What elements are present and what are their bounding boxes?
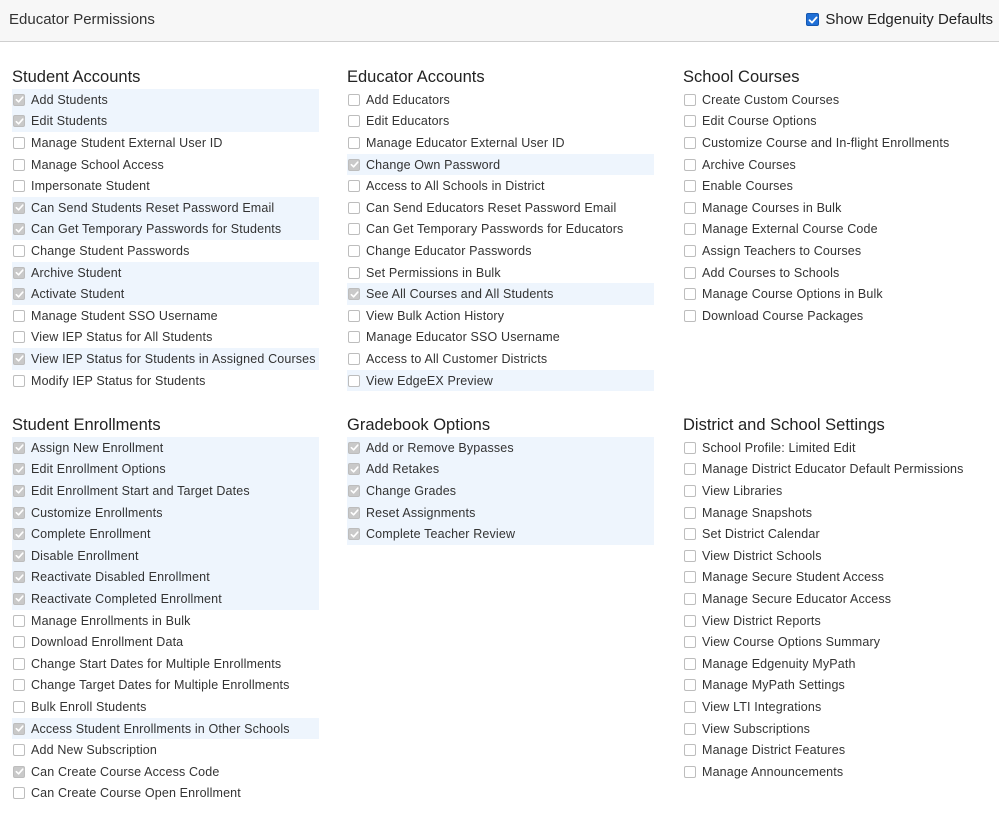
permission-checkbox[interactable] [348,375,360,387]
permission-item[interactable] [347,132,654,154]
checkmark-icon [15,724,24,733]
permission-item[interactable] [683,523,990,545]
permission-label: Manage External Course Code [702,222,878,237]
permission-label: Customize Enrollments [31,505,163,520]
permission-label: Edit Course Options [702,114,817,129]
permission-label: Manage Enrollments in Bulk [31,613,191,628]
permission-checkbox[interactable] [13,442,25,454]
permission-label: View IEP Status for All Students [31,330,213,345]
permission-list [347,89,654,391]
permission-label: Change Student Passwords [31,243,190,258]
permission-item[interactable] [12,111,319,133]
permission-label: Manage School Access [31,157,164,172]
permission-label: Download Course Packages [702,308,864,323]
permission-checkbox[interactable] [684,115,696,127]
permission-label: Manage Courses in Bulk [702,200,842,215]
permission-item[interactable] [347,262,654,284]
permission-checkbox[interactable] [348,353,360,365]
permission-item[interactable] [347,283,654,305]
permission-checkbox[interactable] [348,331,360,343]
permission-label: Access to All Schools in District [366,179,545,194]
permission-label: Disable Enrollment [31,548,139,563]
permission-label: Activate Student [31,287,125,302]
checkmark-icon [15,268,24,277]
permission-label: Manage Student SSO Username [31,308,218,323]
permission-label: Change Start Dates for Multiple Enrollments [31,656,282,671]
permission-checkbox[interactable] [684,442,696,454]
permission-checkbox[interactable] [348,180,360,192]
permission-item[interactable] [12,718,319,740]
permission-checkbox[interactable] [684,485,696,497]
permission-label: School Profile: Limited Edit [702,440,856,455]
permission-label: Manage Course Options in Bulk [702,287,883,302]
checkmark-icon [15,767,24,776]
permission-checkbox[interactable] [348,115,360,127]
permission-checkbox[interactable] [684,180,696,192]
permission-label: Change Own Password [366,157,501,172]
permission-label: Manage Secure Educator Access [702,591,892,606]
permission-checkbox[interactable] [13,353,25,365]
permission-checkbox[interactable] [13,593,25,605]
permission-label: Impersonate Student [31,179,150,194]
permission-item[interactable] [347,502,654,524]
permission-item[interactable] [683,175,990,197]
permission-item[interactable] [683,89,990,111]
checkmark-icon [15,290,24,299]
permission-checkbox[interactable] [684,159,696,171]
permission-label: Edit Enrollment Start and Target Dates [31,483,250,498]
permission-item[interactable] [347,154,654,176]
checkmark-icon [15,486,24,495]
permission-label: View District Reports [702,613,821,628]
permission-checkbox[interactable] [684,202,696,214]
permission-item[interactable] [347,219,654,241]
permission-checkbox[interactable] [13,658,25,670]
page-title: Educator Permissions [9,11,155,28]
permission-item[interactable] [12,761,319,783]
permission-checkbox[interactable] [684,528,696,540]
permission-checkbox[interactable] [684,507,696,519]
permission-item[interactable] [683,718,990,740]
permission-checkbox[interactable] [348,159,360,171]
permission-checkbox[interactable] [684,137,696,149]
checkmark-icon [350,160,359,169]
permission-checkbox[interactable] [13,550,25,562]
section-title: School Courses [683,68,800,86]
permission-item[interactable] [12,283,319,305]
permission-checkbox[interactable] [13,723,25,735]
permission-label: Can Create Course Open Enrollment [31,786,241,801]
permission-label: Add Students [31,92,108,107]
permission-item[interactable] [683,197,990,219]
permission-checkbox[interactable] [13,507,25,519]
permission-item[interactable] [683,262,990,284]
permission-item[interactable] [12,588,319,610]
permission-checkbox[interactable] [13,636,25,648]
permission-checkbox[interactable] [684,636,696,648]
checkmark-icon [350,443,359,452]
permission-label: See All Courses and All Students [366,287,554,302]
permission-label: Manage Snapshots [702,505,813,520]
permission-label: Complete Teacher Review [366,527,516,542]
checkmark-icon [15,508,24,517]
permission-item[interactable] [683,739,990,761]
permission-label: Complete Enrollment [31,527,151,542]
checkmark-icon [350,508,359,517]
permission-checkbox[interactable] [684,766,696,778]
permission-list [347,437,654,545]
permission-checkbox[interactable] [348,94,360,106]
permission-checkbox[interactable] [13,679,25,691]
permission-item[interactable] [683,111,990,133]
permission-label: Can Get Temporary Passwords for Educators [366,222,624,237]
permission-label: Manage Student External User ID [31,135,223,150]
section-student-accounts [12,65,319,391]
permission-label: Manage Educator SSO Username [366,330,560,345]
permission-label: Edit Students [31,114,108,129]
permission-item[interactable] [683,459,990,481]
permission-checkbox[interactable] [684,723,696,735]
permission-item[interactable] [12,305,319,327]
permission-label: Edit Educators [366,114,450,129]
checkmark-icon [15,551,24,560]
permission-label: Manage District Educator Default Permissions [702,462,964,477]
permission-item[interactable] [683,631,990,653]
checkmark-icon [15,354,24,363]
permission-item[interactable] [683,696,990,718]
permission-item[interactable] [347,305,654,327]
permission-label: Add Educators [366,92,450,107]
permission-checkbox[interactable] [13,787,25,799]
permission-label: Manage Educator External User ID [366,135,565,150]
permission-checkbox[interactable] [13,288,25,300]
permission-item[interactable] [12,783,319,805]
section-educator-accounts [347,65,654,391]
permission-label: Manage Announcements [702,764,844,779]
permission-checkbox[interactable] [13,159,25,171]
permission-item[interactable] [683,480,990,502]
permission-item[interactable] [683,610,990,632]
permission-item[interactable] [347,111,654,133]
permission-label: Reset Assignments [366,505,476,520]
permission-item[interactable] [12,175,319,197]
checkmark-icon [15,203,24,212]
permission-label: Bulk Enroll Students [31,699,147,714]
permission-checkbox[interactable] [684,658,696,670]
permission-item[interactable] [347,89,654,111]
permission-label: Can Send Educators Reset Password Email [366,200,617,215]
permission-item[interactable] [12,631,319,653]
permission-label: Add or Remove Bypasses [366,440,514,455]
permission-checkbox[interactable] [684,615,696,627]
section-student-enrollments [12,413,319,804]
permission-checkbox[interactable] [13,766,25,778]
permission-item[interactable] [12,502,319,524]
permission-item[interactable] [683,283,990,305]
checkmark-icon [15,443,24,452]
permission-label: Set District Calendar [702,527,820,542]
permission-item[interactable] [347,197,654,219]
permission-item[interactable] [347,459,654,481]
permission-checkbox[interactable] [348,310,360,322]
permission-item[interactable] [683,437,990,459]
permission-item[interactable] [683,132,990,154]
permission-checkbox[interactable] [13,267,25,279]
permission-checkbox[interactable] [684,94,696,106]
permission-checkbox[interactable] [13,94,25,106]
permission-checkbox[interactable] [13,223,25,235]
permission-checkbox[interactable] [684,593,696,605]
permission-label: Change Target Dates for Multiple Enrollments [31,678,290,693]
permission-item[interactable] [12,696,319,718]
section-title: Educator Accounts [347,68,485,86]
permission-item[interactable] [683,154,990,176]
permission-label: Set Permissions in Bulk [366,265,501,280]
permission-checkbox[interactable] [348,267,360,279]
permission-checkbox[interactable] [13,137,25,149]
permission-label: View EdgeEX Preview [366,373,493,388]
permission-label: Assign New Enrollment [31,440,164,455]
permission-label: View LTI Integrations [702,699,822,714]
show-defaults-checkbox[interactable] [806,13,819,26]
permission-checkbox[interactable] [13,571,25,583]
checkmark-icon [15,573,24,582]
permission-checkbox[interactable] [13,701,25,713]
checkmark-icon [350,486,359,495]
permission-list [683,437,990,783]
permission-label: View Subscriptions [702,721,811,736]
permission-label: Can Get Temporary Passwords for Students [31,222,282,237]
permission-item[interactable] [347,370,654,392]
permission-label: View Bulk Action History [366,308,505,323]
permission-label: Enable Courses [702,179,794,194]
permission-checkbox[interactable] [348,507,360,519]
permission-item[interactable] [12,327,319,349]
permission-label: Add Retakes [366,462,440,477]
permission-checkbox[interactable] [684,310,696,322]
permission-item[interactable] [12,437,319,459]
permission-checkbox[interactable] [13,180,25,192]
checkmark-icon [350,465,359,474]
permission-checkbox[interactable] [348,463,360,475]
permission-label: Modify IEP Status for Students [31,373,206,388]
permission-item[interactable] [12,154,319,176]
permission-item[interactable] [683,219,990,241]
permission-item[interactable] [12,370,319,392]
permission-checkbox[interactable] [13,375,25,387]
permission-label: Change Educator Passwords [366,243,532,258]
permission-checkbox[interactable] [13,615,25,627]
permission-item[interactable] [12,197,319,219]
permission-label: Add New Subscription [31,743,157,758]
permission-checkbox[interactable] [684,245,696,257]
permission-label: Archive Student [31,265,122,280]
permission-checkbox[interactable] [13,528,25,540]
permission-item[interactable] [683,240,990,262]
permission-label: Edit Enrollment Options [31,462,166,477]
permission-label: Customize Course and In-flight Enrollments [702,135,950,150]
permission-checkbox[interactable] [348,223,360,235]
permission-label: View District Schools [702,548,822,563]
permission-checkbox[interactable] [684,571,696,583]
permission-item[interactable] [683,761,990,783]
permission-checkbox[interactable] [13,744,25,756]
permission-item[interactable] [347,327,654,349]
permission-item[interactable] [347,240,654,262]
permission-checkbox[interactable] [684,550,696,562]
permission-label: Add Courses to Schools [702,265,840,280]
permission-label: Can Create Course Access Code [31,764,220,779]
checkmark-icon [15,117,24,126]
permission-label: Access Student Enrollments in Other Schools [31,721,290,736]
section-title: Gradebook Options [347,416,491,434]
permission-item[interactable] [12,545,319,567]
permission-label: View IEP Status for Students in Assigned Courses [31,351,316,366]
permission-label: Manage Secure Student Access [702,570,885,585]
permission-label: View Libraries [702,483,783,498]
permission-label: Change Grades [366,483,457,498]
permission-label: Assign Teachers to Courses [702,243,862,258]
permission-item[interactable] [12,675,319,697]
permission-item[interactable] [347,348,654,370]
permission-checkbox[interactable] [348,245,360,257]
permission-item[interactable] [12,348,319,370]
permission-item[interactable] [683,653,990,675]
checkmark-icon [15,225,24,234]
section-gradebook-options [347,413,654,545]
page-header [0,0,999,42]
permission-label: Manage Edgenuity MyPath [702,656,856,671]
permission-checkbox[interactable] [348,442,360,454]
permission-label: Archive Courses [702,157,796,172]
show-defaults-label: Show Edgenuity Defaults [825,11,993,28]
section-school-courses [683,65,990,327]
permission-checkbox[interactable] [684,288,696,300]
section-title: Student Accounts [12,68,141,86]
permission-list [683,89,990,327]
permission-checkbox[interactable] [684,463,696,475]
checkmark-icon [15,465,24,474]
permission-item[interactable] [12,610,319,632]
checkmark-icon [15,530,24,539]
permission-checkbox[interactable] [13,202,25,214]
permission-label: Download Enrollment Data [31,635,184,650]
permission-checkbox[interactable] [13,245,25,257]
checkmark-icon [808,15,818,25]
permission-item[interactable] [347,523,654,545]
permission-item[interactable] [683,567,990,589]
permission-checkbox[interactable] [13,115,25,127]
show-defaults-toggle[interactable] [806,11,993,28]
section-title: Student Enrollments [12,416,161,434]
permission-checkbox[interactable] [684,744,696,756]
permission-label: Reactivate Disabled Enrollment [31,570,210,585]
permission-item[interactable] [683,502,990,524]
permission-checkbox[interactable] [348,485,360,497]
section-title: District and School Settings [683,416,885,434]
permission-checkbox[interactable] [13,463,25,475]
permission-checkbox[interactable] [684,267,696,279]
checkmark-icon [15,594,24,603]
permission-item[interactable] [12,89,319,111]
permission-item[interactable] [347,480,654,502]
permission-checkbox[interactable] [348,528,360,540]
permission-checkbox[interactable] [684,223,696,235]
permission-item[interactable] [12,567,319,589]
permission-item[interactable] [683,675,990,697]
permission-label: Manage District Features [702,743,846,758]
permission-item[interactable] [12,262,319,284]
permission-label: Reactivate Completed Enrollment [31,591,222,606]
permission-item[interactable] [683,305,990,327]
permission-item[interactable] [12,523,319,545]
permission-label: Create Custom Courses [702,92,840,107]
permission-checkbox[interactable] [13,331,25,343]
permission-item[interactable] [347,175,654,197]
permission-item[interactable] [347,437,654,459]
permission-checkbox[interactable] [684,679,696,691]
permission-label: Manage MyPath Settings [702,678,845,693]
checkmark-icon [15,95,24,104]
checkmark-icon [350,290,359,299]
permission-list [12,89,319,391]
permission-label: Can Send Students Reset Password Email [31,200,275,215]
section-district-school-settings [683,413,990,783]
permission-item[interactable] [12,240,319,262]
permission-item[interactable] [683,545,990,567]
permission-checkbox[interactable] [684,701,696,713]
permission-item[interactable] [12,739,319,761]
permission-checkbox[interactable] [348,288,360,300]
permission-item[interactable] [12,459,319,481]
permission-item[interactable] [12,219,319,241]
permission-checkbox[interactable] [13,310,25,322]
permission-item[interactable] [12,132,319,154]
permission-item[interactable] [683,588,990,610]
permission-item[interactable] [12,653,319,675]
permission-checkbox[interactable] [13,485,25,497]
checkmark-icon [350,530,359,539]
permission-checkbox[interactable] [348,137,360,149]
permission-item[interactable] [12,480,319,502]
permission-list [12,437,319,804]
permission-label: Access to All Customer Districts [366,351,548,366]
permission-checkbox[interactable] [348,202,360,214]
permission-label: View Course Options Summary [702,635,881,650]
